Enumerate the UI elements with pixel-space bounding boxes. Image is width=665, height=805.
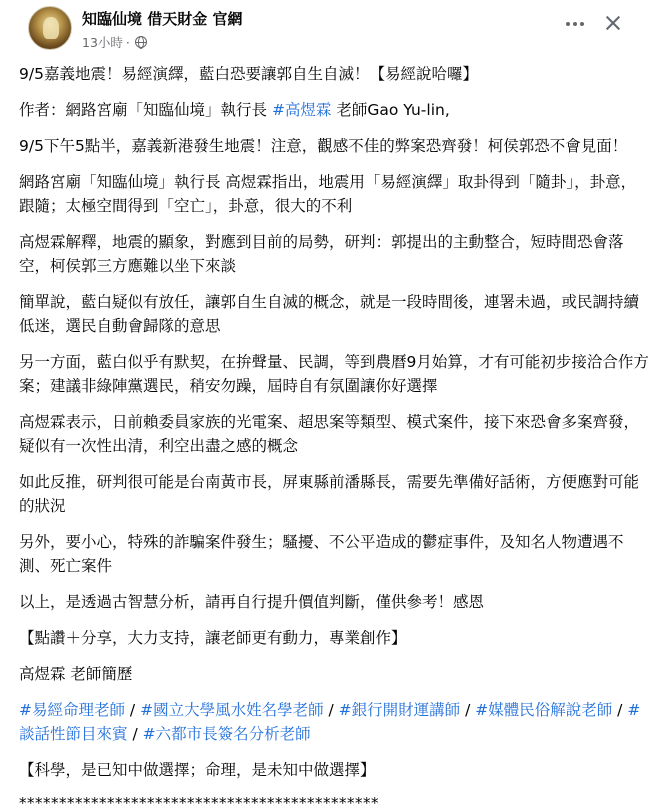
more-options-button[interactable] — [561, 14, 589, 34]
page-name-link[interactable]: 知臨仙境 借天財金 官網 — [82, 10, 243, 28]
author-suffix: 老師Gao Yu-lin, — [331, 101, 450, 119]
tag-separator: / — [323, 701, 339, 719]
author-prefix: 作者：網路宮廟「知臨仙境」執行長 — [19, 101, 272, 119]
post-header — [18, 0, 647, 56]
globe-icon — [135, 36, 147, 48]
hashtag-list — [19, 698, 649, 746]
close-icon[interactable] — [601, 10, 625, 36]
paragraph-5: 另一方面，藍白似乎有默契，在拚聲量、民調，等到農曆9月始算，才有可能初步接洽合作方案；建議非綠陣黨選民，稍安勿躁，屆時自有氛圍讓你好選擇 — [19, 353, 649, 395]
dot-icon — [580, 22, 584, 26]
hashtag-link[interactable]: #易經命理老師 — [19, 701, 125, 719]
bio-heading: 高煜霖 老師簡歷 — [19, 665, 133, 683]
quote-line: 【科學，是已知中做選擇；命理，是未知中做選擇】 — [19, 761, 376, 779]
star-divider: ********************************************* — [19, 794, 379, 805]
post-body — [19, 62, 649, 805]
paragraph-8: 另外，要小心，特殊的詐騙案件發生；騷擾、不公平造成的鬱症事件，及知名人物遭遇不測、死亡案件 — [19, 533, 624, 575]
dot-icon — [573, 22, 577, 26]
tag-separator: / — [612, 701, 628, 719]
hashtag-link[interactable]: #談話性節目來賓 — [19, 701, 641, 743]
tag-separator: / — [125, 701, 141, 719]
tag-separator: / — [127, 725, 143, 743]
post-title: 9/5嘉義地震！易經演繹，藍白恐要讓郭自生自滅！【易經說哈囉】 — [19, 65, 478, 83]
hashtag-link[interactable]: #媒體民俗解說老師 — [475, 701, 613, 719]
paragraph-10: 【點讚＋分享，大力支持，讓老師更有動力，專業創作】 — [19, 629, 407, 647]
post-timestamp[interactable]: 13小時 — [82, 35, 123, 50]
hashtag-link[interactable]: #六都市長簽名分析老師 — [142, 725, 311, 743]
author-hashtag-link[interactable]: #高煜霖 — [271, 101, 332, 119]
paragraph-3: 高煜霖解釋，地震的顯象，對應到目前的局勢，研判：郭提出的主動整合，短時間恐會落空，柯侯郭三方應難以坐下來談 — [19, 233, 624, 275]
post-meta — [82, 33, 147, 51]
tag-separator: / — [460, 701, 476, 719]
page-avatar[interactable] — [28, 6, 72, 50]
paragraph-4: 簡單說，藍白疑似有放任，讓郭自生自滅的概念，就是一段時間後，連署未過，或民調持續低迷，選民自動會歸隊的意思 — [19, 293, 640, 335]
dot-icon — [566, 22, 570, 26]
author-line — [19, 98, 649, 122]
hashtag-link[interactable]: #國立大學風水姓名學老師 — [140, 701, 324, 719]
paragraph-9: 以上，是透過古智慧分析，請再自行提升價值判斷，僅供參考！感恩 — [19, 593, 485, 611]
hashtag-link[interactable]: #銀行開財運講師 — [338, 701, 461, 719]
meta-separator: · — [125, 34, 130, 50]
paragraph-1: 9/5下午5點半，嘉義新港發生地震！注意，觀感不佳的弊案恐齊發！柯侯郭恐不會見面！ — [19, 137, 628, 155]
paragraph-6: 高煜霖表示，日前賴委員家族的光電案、超思案等類型、模式案件，接下來恐會多案齊發，疑似有一次性出清，利空出盡之感的概念 — [19, 413, 640, 455]
paragraph-7: 如此反推，研判很可能是台南黃市長，屏東縣前潘縣長，需要先準備好話術，方便應對可能的狀況 — [19, 473, 640, 515]
paragraph-2: 網路宮廟「知臨仙境」執行長 高煜霖指出，地震用「易經演繹」取卦得到「隨卦」，卦意，跟隨；太極空間得到「空亡」，卦意，很大的不利 — [19, 173, 637, 215]
